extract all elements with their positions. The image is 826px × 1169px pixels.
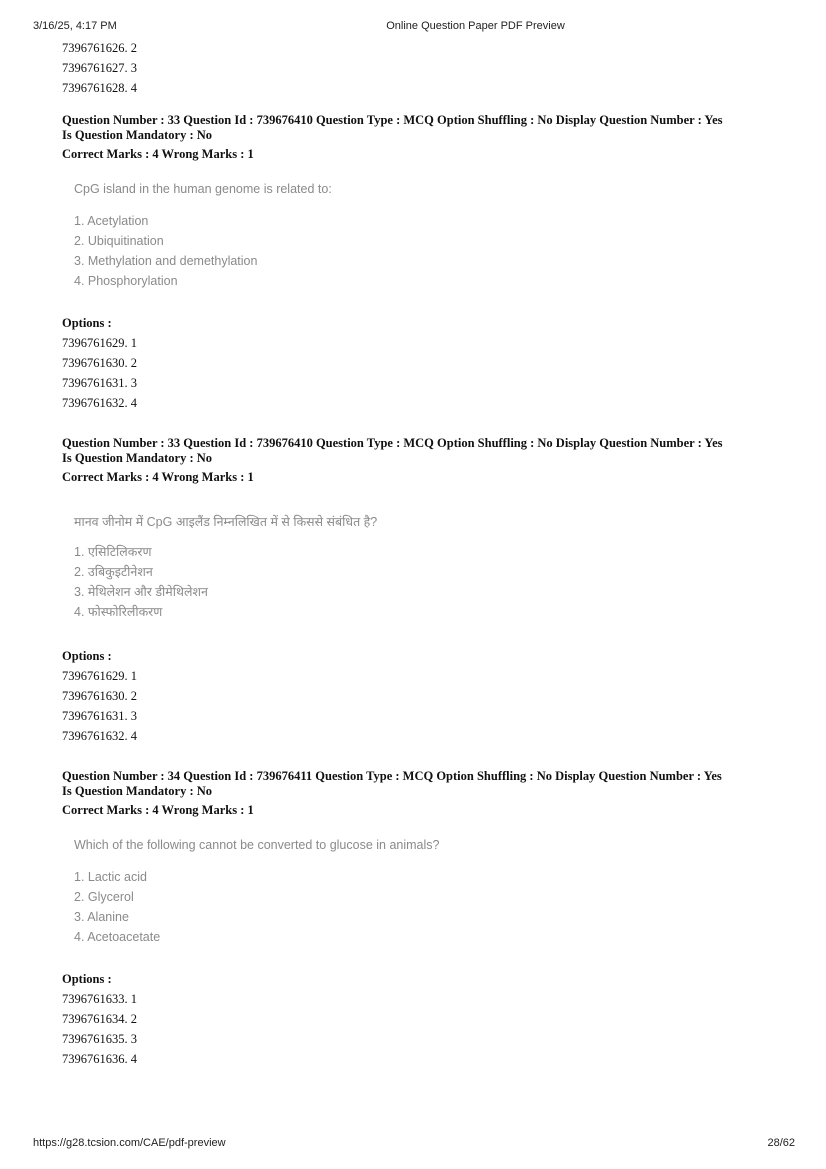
option-id: 7396761634. 2: [62, 1012, 137, 1026]
question-text: Which of the following cannot be converted to glucose in animals?: [74, 838, 440, 852]
question-choice: 2. उबिकुइटीनेशन: [74, 565, 153, 579]
print-datetime: 3/16/25, 4:17 PM: [33, 20, 117, 32]
question-choice: 2. Ubiquitination: [74, 234, 164, 248]
question-choice: 4. Acetoacetate: [74, 930, 161, 944]
question-marks: Correct Marks : 4 Wrong Marks : 1: [62, 470, 254, 484]
question-block: [62, 113, 782, 413]
option-id: 7396761632. 4: [62, 396, 137, 410]
option-id: 7396761631. 3: [62, 709, 137, 723]
question-choice: 3. Methylation and demethylation: [74, 254, 258, 268]
options-label: Options :: [62, 316, 112, 330]
page-number: 28/62: [767, 1137, 795, 1149]
question-choice: 1. Lactic acid: [74, 870, 147, 884]
question-meta: Question Number : 34 Question Id : 739676411 Question Type : MCQ Option Shuffling : No Display Question Number : Yes: [62, 769, 722, 783]
question-choices: [74, 211, 782, 291]
option-id: 7396761630. 2: [62, 356, 137, 370]
page-content: [62, 38, 782, 1069]
options-list: [62, 666, 782, 746]
option-id: 7396761627. 3: [62, 61, 137, 75]
question-text: मानव जीनोम में CpG आइलैंड निम्नलिखित में से किससे संबंधित है?: [74, 515, 378, 529]
question-choices: [74, 867, 782, 947]
question-choices: [74, 542, 782, 622]
option-id: 7396761632. 4: [62, 729, 137, 743]
options-label: Options :: [62, 649, 112, 663]
question-mandatory: Is Question Mandatory : No: [62, 784, 213, 798]
question-marks: Correct Marks : 4 Wrong Marks : 1: [62, 803, 254, 817]
question-block: [62, 436, 782, 746]
question-meta: Question Number : 33 Question Id : 739676410 Question Type : MCQ Option Shuffling : No Display Question Number : Yes: [62, 436, 723, 450]
question-mandatory: Is Question Mandatory : No: [62, 128, 213, 142]
question-choice: 1. एसिटिलिकरण: [74, 545, 152, 559]
top-options-list: [62, 38, 782, 98]
option-id: 7396761633. 1: [62, 992, 137, 1006]
question-image: [62, 179, 782, 291]
question-image: [62, 835, 782, 947]
option-id: 7396761629. 1: [62, 336, 137, 350]
option-id: 7396761630. 2: [62, 689, 137, 703]
options-list: [62, 989, 782, 1069]
question-meta: Question Number : 33 Question Id : 739676410 Question Type : MCQ Option Shuffling : No Display Question Number : Yes: [62, 113, 723, 127]
page-header-title: Online Question Paper PDF Preview: [386, 20, 565, 32]
question-choice: 3. Alanine: [74, 910, 129, 924]
question-text: CpG island in the human genome is related to:: [74, 182, 332, 196]
option-id: 7396761626. 2: [62, 41, 137, 55]
option-id: 7396761629. 1: [62, 669, 137, 683]
question-choice: 2. Glycerol: [74, 890, 134, 904]
question-choice: 4. फोस्फोरिलीकरण: [74, 605, 163, 619]
option-id: 7396761628. 4: [62, 81, 137, 95]
option-id: 7396761631. 3: [62, 376, 137, 390]
question-image: [62, 512, 782, 622]
question-block: [62, 769, 782, 1069]
question-mandatory: Is Question Mandatory : No: [62, 451, 213, 465]
option-id: 7396761635. 3: [62, 1032, 137, 1046]
options-label: Options :: [62, 972, 112, 986]
question-choice: 3. मेथिलेशन और डीमेथिलेशन: [74, 585, 208, 599]
options-list: [62, 333, 782, 413]
question-choice: 4. Phosphorylation: [74, 274, 178, 288]
question-marks: Correct Marks : 4 Wrong Marks : 1: [62, 147, 254, 161]
question-choice: 1. Acetylation: [74, 214, 149, 228]
footer-url: https://g28.tcsion.com/CAE/pdf-preview: [33, 1137, 226, 1149]
option-id: 7396761636. 4: [62, 1052, 137, 1066]
